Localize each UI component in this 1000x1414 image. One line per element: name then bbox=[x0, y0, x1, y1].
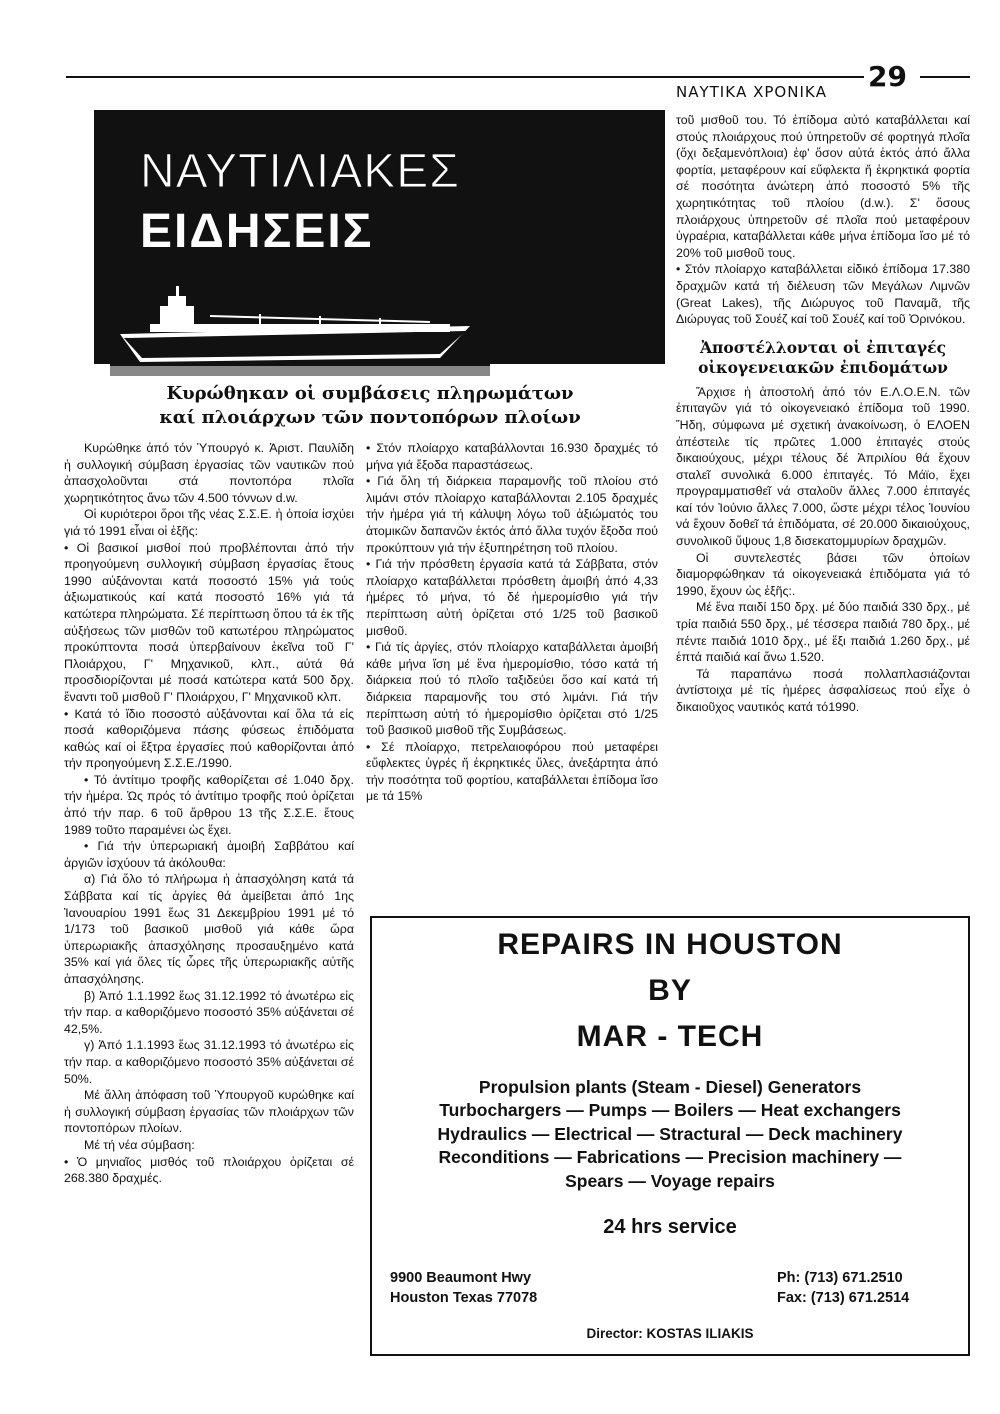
banner-title-line2: ΕΙΔΗΣΕΙΣ bbox=[140, 205, 374, 258]
paragraph: • Γιά τήν πρόσθετη ἐργασία κατά τά Σάββατα, στόν πλοίαρχο καταβάλλεται πρόσθετη ἀμοιβή ἀπό 4,33 ἡμέρες τό μήνα, τό δέ ἡμερομίσθιο γιά τήν περίπτωση αὐτή ὁρίζεται στό 1/25 τοῦ βασικοῦ μισθοῦ. bbox=[366, 557, 658, 638]
ad-fax: Fax: (713) 671.2514 bbox=[777, 1290, 910, 1306]
ad-address-line1: 9900 Beaumont Hwy bbox=[390, 1270, 532, 1286]
article2-headline-line2: οἰκογενειακῶν ἐπιδομάτων bbox=[698, 357, 948, 377]
ad-service-line: Reconditions — Fabrications — Precision machinery — bbox=[438, 1147, 902, 1168]
ad-service-line: Hydraulics — Electrical — Stractural — Deck machinery bbox=[437, 1123, 903, 1144]
article2-headline-line1: Ἀποστέλλονται οἱ ἐπιταγές bbox=[699, 337, 947, 357]
paragraph: • Γιά τίς ἀργίες, στόν πλοίαρχο καταβάλλεται ἀμοιβή κάθε μήνα ἴση μέ ἕνα ἡμερομίσθιο, τόσο κατά τή διάρκεια πού τό πλοῖο ταξιδεύει ὅσο καί κατά τή διάρκεια παραμονῆς του στό λιμάνι. Γιά τήν περίπτωση αὐτή τό ἡμερομίσθιο ὁρίζεται στό 1/25 τοῦ βασικοῦ μισθοῦ τῆς Συμβάσεως. bbox=[366, 640, 658, 738]
paragraph: Ἄρχισε ἡ ἀποστολή ἀπό τόν Ε.Λ.Ο.Ε.Ν. τῶν ἐπιταγῶν γιά τό οἰκογενειακό ἐπίδομα τοῦ 1990. Ἤδη, σύμφωνα μέ σχετική ἀνακοίνωση, ὁ ΕΛΟΕΝ ἀπέστειλε τίς πρῶτες 1.000 ἐπιταγές στούς δικαιούχους, μέχρι τέλους δέ Ἀπριλίου θά ἔχουν σταλεῖ συνολικά 6.000 ἐπιταγές. Τό Μάϊο, ἔχει προγραμματισθεῖ νά σταλοῦν ἄλλες 7.000 ἐπιταγές καί τόν Ἰούνιο ἄλλες 7.000, ὥστε μέχρι τέλος Ἰουνίου νά ἔχουν δοθεῖ τά ἐπιδόματα, σέ 20.000 δικαιούχους, συνολικοῦ ὕψους 1,8 δισεκατομμυρίων δραχμῶν. bbox=[676, 384, 970, 549]
ad-service-line: Spears — Voyage repairs bbox=[565, 1170, 775, 1191]
ad-services-list bbox=[372, 1076, 968, 1193]
paragraph: α) Γιά ὅλο τό πλήρωμα ἡ ἀπασχόληση κατά τά Σάββατα καί τίς ἀργίες θά ἀμείβεται ἀπό 1ης Ἰανουαρίου 1991 ἕως 31 Δεκεμβρίου 1991 μέ τό 1/173 τοῦ βασικοῦ μισθοῦ γιά κάθε ὥρα ὑπερωριακῆς ἀπασχόλησης προσαυξημένο κατά 35% καί γιά ὅλες τίς ὧρες τῆς ὑπερωριακῆς αὐτῆς ἀπασχόλησης. bbox=[64, 872, 354, 986]
paragraph: • Ὁ μηνιαῖος μισθός τοῦ πλοιάρχου ὁρίζεται σέ 268.380 δραχμές. bbox=[64, 1154, 354, 1186]
article1-column2 bbox=[366, 440, 658, 805]
paragraph: Μέ ἄλλη ἀπόφαση τοῦ Ὑπουργοῦ κυρώθηκε καί ἡ συλλογική σύμβαση ἐργασίας τῶν πλοιάρχων τῶν ποντοπόρων πλοίων. bbox=[64, 1088, 354, 1136]
ad-address bbox=[390, 1268, 537, 1308]
paragraph: Κυρώθηκε ἀπό τόν Ὑπουργό κ. Ἀριστ. Παυλίδη ἡ συλλογική σύμβαση ἐργασίας τῶν ναυτικῶν πού ἀπασχολοῦνται στά ποντοπόρα πλοῖα χωρητικότητος ἄνω τῶν 4.500 τόννων d.w. bbox=[64, 441, 354, 505]
paragraph: • Γιά τήν ὑπερωριακή ἀμοιβή Σαββάτου καί ἀργιῶν ἰσχύουν τά ἀκόλουθα: bbox=[64, 839, 354, 870]
running-head: ΝΑΥΤΙΚΑ ΧΡΟΝΙΚΑ bbox=[676, 83, 827, 101]
paragraph: Οἱ κυριότεροι ὅροι τῆς νέας Σ.Σ.Ε. ἡ ὁποία ἰσχύει γιά τό 1991 εἶναι οἱ ἑξῆς: bbox=[64, 507, 354, 538]
banner-title-line1: ΝΑΥΤΙΛΙΑΚΕΣ bbox=[140, 145, 460, 198]
paragraph: Μέ τή νέα σύμβαση: bbox=[84, 1137, 195, 1152]
paragraph: τοῦ μισθοῦ του. Τό ἐπίδομα αὐτό καταβάλλεται καί στούς πλοιάρχους πού ὑπηρετοῦν σέ φορτηγά πλοῖα (ὄχι δεξαμενόπλοια) ἐφ' ὅσον αὐτά ἐκτός ἀπό ἄλλα φορτία, μεταφέρουν καί εὔφλεκτα ἤ ἐκρηκτικά φορτία σέ ποσότητα ἀνώτερη ἀπό ποσοστό 5% τῆς χωρητικότητας τοῦ πλοίου (d.w.). Σ' ὅσους πλοιάρχους ὑπηρετοῦν σέ πλοῖα πού μεταφέρουν ὑγραέρια, καταβάλλεται κάθε μήνα ἐπίδομα ἴσο μέ τό 20% τοῦ μισθοῦ τους. bbox=[676, 113, 970, 260]
article1-column1 bbox=[64, 440, 354, 1187]
paragraph: Οἱ συντελεστές βάσει τῶν ὁποίων διαμορφώθηκαν τά οἰκογενειακά ἐπιδόματα γιά τό 1990, ἔχουν ὡς ἑξῆς:. bbox=[676, 550, 970, 598]
ad-title-line1: REPAIRS IN HOUSTON bbox=[497, 928, 843, 961]
article1-headline-line1: Κυρώθηκαν οἱ συμβάσεις πληρωμάτων bbox=[166, 383, 574, 404]
paragraph: • Στόν πλοίαρχο καταβάλλεται εἰδικό ἐπίδομα 17.380 δραχμῶν κατά τή διέλευση τῶν Μεγάλων Λιμνῶν (Great Lakes), τῆς Διώρυγος τοῦ Παναμᾶ, τῆς Διώρυγας τοῦ Σουέζ καί τοῦ Σουέζ καί τοῦ Ὀρινόκου. bbox=[676, 262, 970, 327]
ad-24hrs: 24 hrs service bbox=[603, 1216, 737, 1238]
ad-title-line2: BY bbox=[648, 974, 692, 1007]
paragraph: • Τό ἀντίτιμο τροφῆς καθορίζεται σέ 1.040 δρχ. τήν ἡμέρα. Ὡς πρός τό ἀντίτιμο τροφῆς πού ὁρίζεται ἀπό τήν παρ. 6 τοῦ ἄρθρου 13 τῆς Σ.Σ.Ε. ἔτους 1989 τοῦτο παραμένει ὡς ἔχει. bbox=[64, 772, 354, 837]
ad-service-line: Turbochargers — Pumps — Boilers — Heat exchangers bbox=[439, 1100, 901, 1121]
paragraph: Μέ ἕνα παιδί 150 δρχ. μέ δύο παιδιά 330 δρχ., μέ τρία παιδιά 550 δρχ., μέ τέσσερα παιδιά 780 δρχ., μέ πέντε παιδιά 1010 δρχ., μέ ἕξι παιδιά 1.260 δρχ., μέ ἑπτά παιδιά καί ἄνω 1.520. bbox=[676, 600, 970, 665]
paragraph: Τά παραπάνω ποσά πολλαπλασιάζονται ἀντίστοιχα μέ τίς ἡμέρες ἀσφαλίσεως πού εἶχε ὁ δικαιοῦχος ναυτικός κατά τό1990. bbox=[676, 666, 970, 714]
paragraph: • Στόν πλοίαρχο καταβάλλονται 16.930 δραχμές τό μήνα γιά ἔξοδα παραστάσεως. bbox=[366, 441, 658, 472]
ad-director: Director: KOSTAS ILIAKIS bbox=[586, 1326, 754, 1341]
article1-headline bbox=[80, 382, 660, 430]
article2-headline bbox=[676, 338, 970, 378]
ship-illustration bbox=[110, 286, 490, 376]
advertisement-box bbox=[370, 916, 970, 1356]
paragraph: • Γιά ὅλη τή διάρκεια παραμονῆς τοῦ πλοίου στό λιμάνι στόν πλοίαρχο καταβάλλονται 2.105 δραχμές τήν ἡμέρα γιά τή κάλυψη λόγω τοῦ ἀξιώματός του ἀτομικῶν δαπανῶν ἐκτός ἀπό ἄλλα τυχόν ἔξοδα πού προκύπτουν γιά τήν ἐξυπηρέτηση τοῦ πλοίου. bbox=[366, 474, 658, 555]
article-column3 bbox=[676, 112, 970, 716]
paragraph: • Σέ πλοίαρχο, πετρελαιοφόρου πού μεταφέρει εὔφλεκτες ὑγρές ἤ ἐκρηκτικές ὕλες, ἀνεξάρτητα ἀπό τήν ποσότητα τοῦ φορτίου, καταβάλλεται ἐπίδομα ἴσο με τά 15% bbox=[366, 739, 658, 804]
top-rule-right bbox=[920, 76, 970, 78]
ad-contact bbox=[777, 1268, 909, 1308]
paragraph: • Οἱ βασικοί μισθοί πού προβλέπονται ἀπό τήν προηγούμενη συλλογική σύμβαση ἐργασίας ἔτους 1990 αὐξάνονται κατά ποσοστό 15% γιά τούς ἀξιωματικούς καί κατά ποσοστό 16% γιά τά κατώτερα πληρώματα. Σέ περίπτωση ὅπου τά ἐκ τῆς αὐξήσεως τῶν μισθῶν τοῦ κατωτέρου πληρώματος προκύπτοντα ποσά ὑπερβαίνουν ἐκεῖνα τοῦ Γ' Πλοιάρχου, Γ' Μηχανικοῦ, κλπ., αὐτά θά προσδιορίζονται μέ ποσά κατώτερα κατά 500 δρχ. ἔναντι τοῦ μισθοῦ Γ' Πλοιάρχου, Γ' Μηχανικοῦ κλπ. bbox=[64, 540, 354, 704]
paragraph: • Κατά τό ἴδιο ποσοστό αὐξάνονται καί ὅλα τά εἰς ποσά καθοριζόμενα πάσης φύσεως ἐπιδόματα καθώς καί οἱ ἔξτρα ἐργασίες πού καθορίζονται ἀπό τήν προηγούμενη Σ.Σ.Ε./1990. bbox=[64, 706, 354, 771]
ad-phone: Ph: (713) 671.2510 bbox=[777, 1270, 903, 1286]
page-number: 29 bbox=[868, 60, 907, 93]
ad-service-line: Propulsion plants (Steam - Diesel) Generators bbox=[478, 1077, 862, 1097]
paragraph: γ) Ἀπό 1.1.1993 ἕως 31.12.1993 τό ἀνωτέρω εἰς τήν παρ. α καθοριζόμενο ποσοστό 35% αὐξάνεται σέ 50%. bbox=[64, 1038, 354, 1086]
paragraph: β) Ἀπό 1.1.1992 ἕως 31.12.1992 τό ἀνωτέρω εἰς τήν παρ. α καθοριζόμενο ποσοστό 35% αὐξάνεται σέ 42,5%. bbox=[64, 988, 354, 1036]
top-rule bbox=[66, 76, 864, 78]
ad-address-line2: Houston Texas 77078 bbox=[390, 1290, 538, 1306]
article1-headline-line2: καί πλοιάρχων τῶν ποντοπόρων πλοίων bbox=[159, 407, 581, 428]
ad-title-line3: MAR - TECH bbox=[576, 1020, 764, 1053]
